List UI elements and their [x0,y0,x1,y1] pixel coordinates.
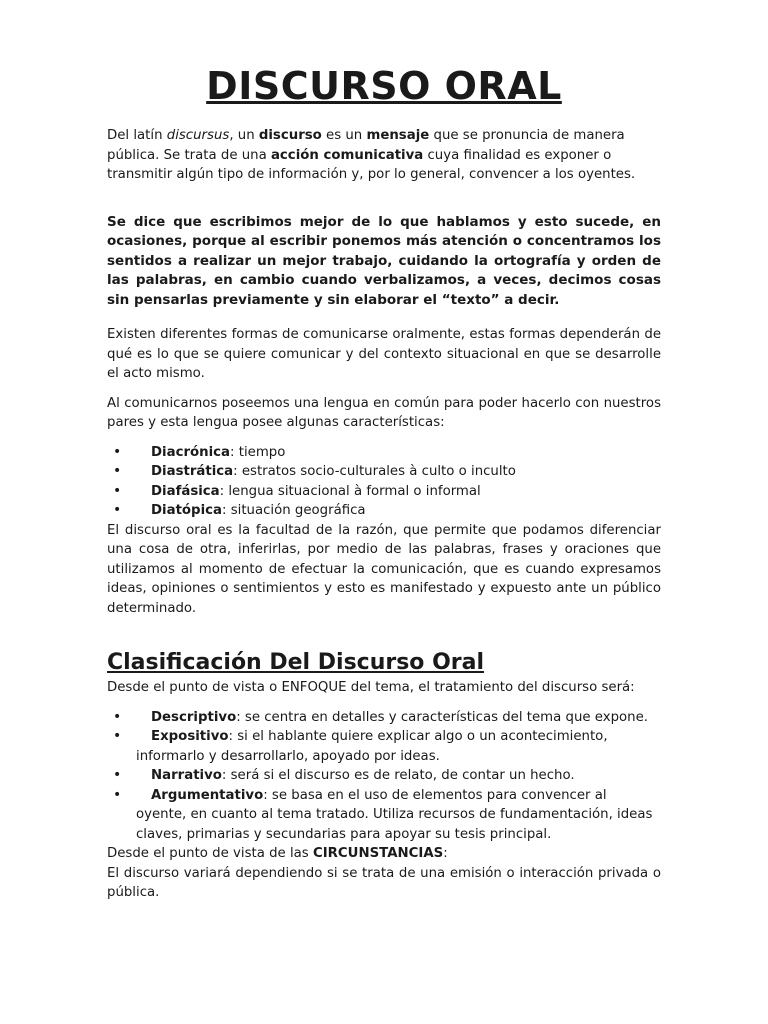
intro-paragraph: Del latín discursus, un discurso es un mensaje que se pronuncia de manera pública. Se trata de una acción comunicativa cuya finalidad es exponer o transmitir algún tipo de información y, por lo general, convencer a los oyentes. [107,128,636,182]
list-item: • Diastrática: estratos socio-culturales à culto o inculto [107,462,661,482]
bullet-icon: • [113,463,122,479]
list-item: • Diafásica: lengua situacional à formal o informal [107,482,661,502]
bullet-icon: • [113,767,122,783]
bullet-icon: • [113,708,122,725]
section-title: Clasificación Del Discurso Oral [107,650,485,675]
term-discurso: discurso [258,128,322,143]
list-item: • Narrativo: será si el discurso es de relato, de contar un hecho. [107,766,661,786]
discourse-types-list [107,708,661,845]
term-mensaje: mensaje [366,128,430,143]
bullet-icon: • [113,728,122,744]
list-item: • Expositivo: si el hablante quiere explicar algo o un acontecimiento, informarlo y desarrollarlo, apoyado por ideas. [113,728,608,764]
document-page [107,60,661,903]
characteristics-list [107,443,661,521]
enfoque-line: Desde el punto de vista o ENFOQUE del tema, el tratamiento del discurso será: [107,680,635,695]
list-item: • Diacrónica: tiempo [107,443,661,463]
bullet-icon: • [113,502,122,518]
comunicarnos-paragraph: Al comunicarnos poseemos una lengua en común para poder hacerlo con nuestros pares y esta lengua posee algunas características: [107,395,661,430]
bullet-icon: • [113,482,122,499]
bullet-icon: • [113,786,122,803]
bullet-icon: • [113,443,122,460]
final-paragraph: El discurso variará dependiendo si se trata de una emisión o interacción privada o pública. [107,865,661,900]
list-item: • Diatópica: situación geográfica [107,501,661,521]
facultad-paragraph: El discurso oral es la facultad de la razón, que permite que podamos diferenciar una cosa de otra, inferirlas, por medio de las palabras, frases y oraciones que utilizamos al momento de efectuar la comunicación, que es cuando expresamos ideas, opiniones o sentimientos y esto es manifestado y expuesto ante un público determinado. [107,522,661,616]
circunstancias-line: Desde el punto de vista de las CIRCUNSTANCIAS: [107,846,448,861]
formas-paragraph: Existen diferentes formas de comunicarse oralmente, estas formas dependerán de qué es lo que se quiere comunicar y del contexto situacional en que se desarrolle el acto mismo. [107,327,661,381]
term-accion: acción comunicativa [270,147,424,163]
bold-paragraph: Se dice que escribimos mejor de lo que hablamos y esto sucede, en ocasiones, porque al escribir ponemos más atención o concentramos los sentidos a realizar un mejor trabajo, cuidando la ortografía y orden de las palabras, en cambio cuando verbalizamos, a veces, decimos cosas sin pensarlas previamente y sin elaborar el “texto” a decir. [107,213,661,308]
list-item: • Argumentativo: se basa en el uso de elementos para convencer al oyente, en cuanto al tema tratado. Utiliza recursos de fundamentación, ideas claves, primarias y secundarias para apoyar su tesis principal. [113,786,653,842]
term-circunstancias: CIRCUNSTANCIAS [312,846,444,861]
page-title: DISCURSO ORAL [206,64,562,108]
list-item: • Descriptivo: se centra en detalles y características del tema que expone. [107,708,661,728]
term-discursus: discursus [166,128,230,143]
